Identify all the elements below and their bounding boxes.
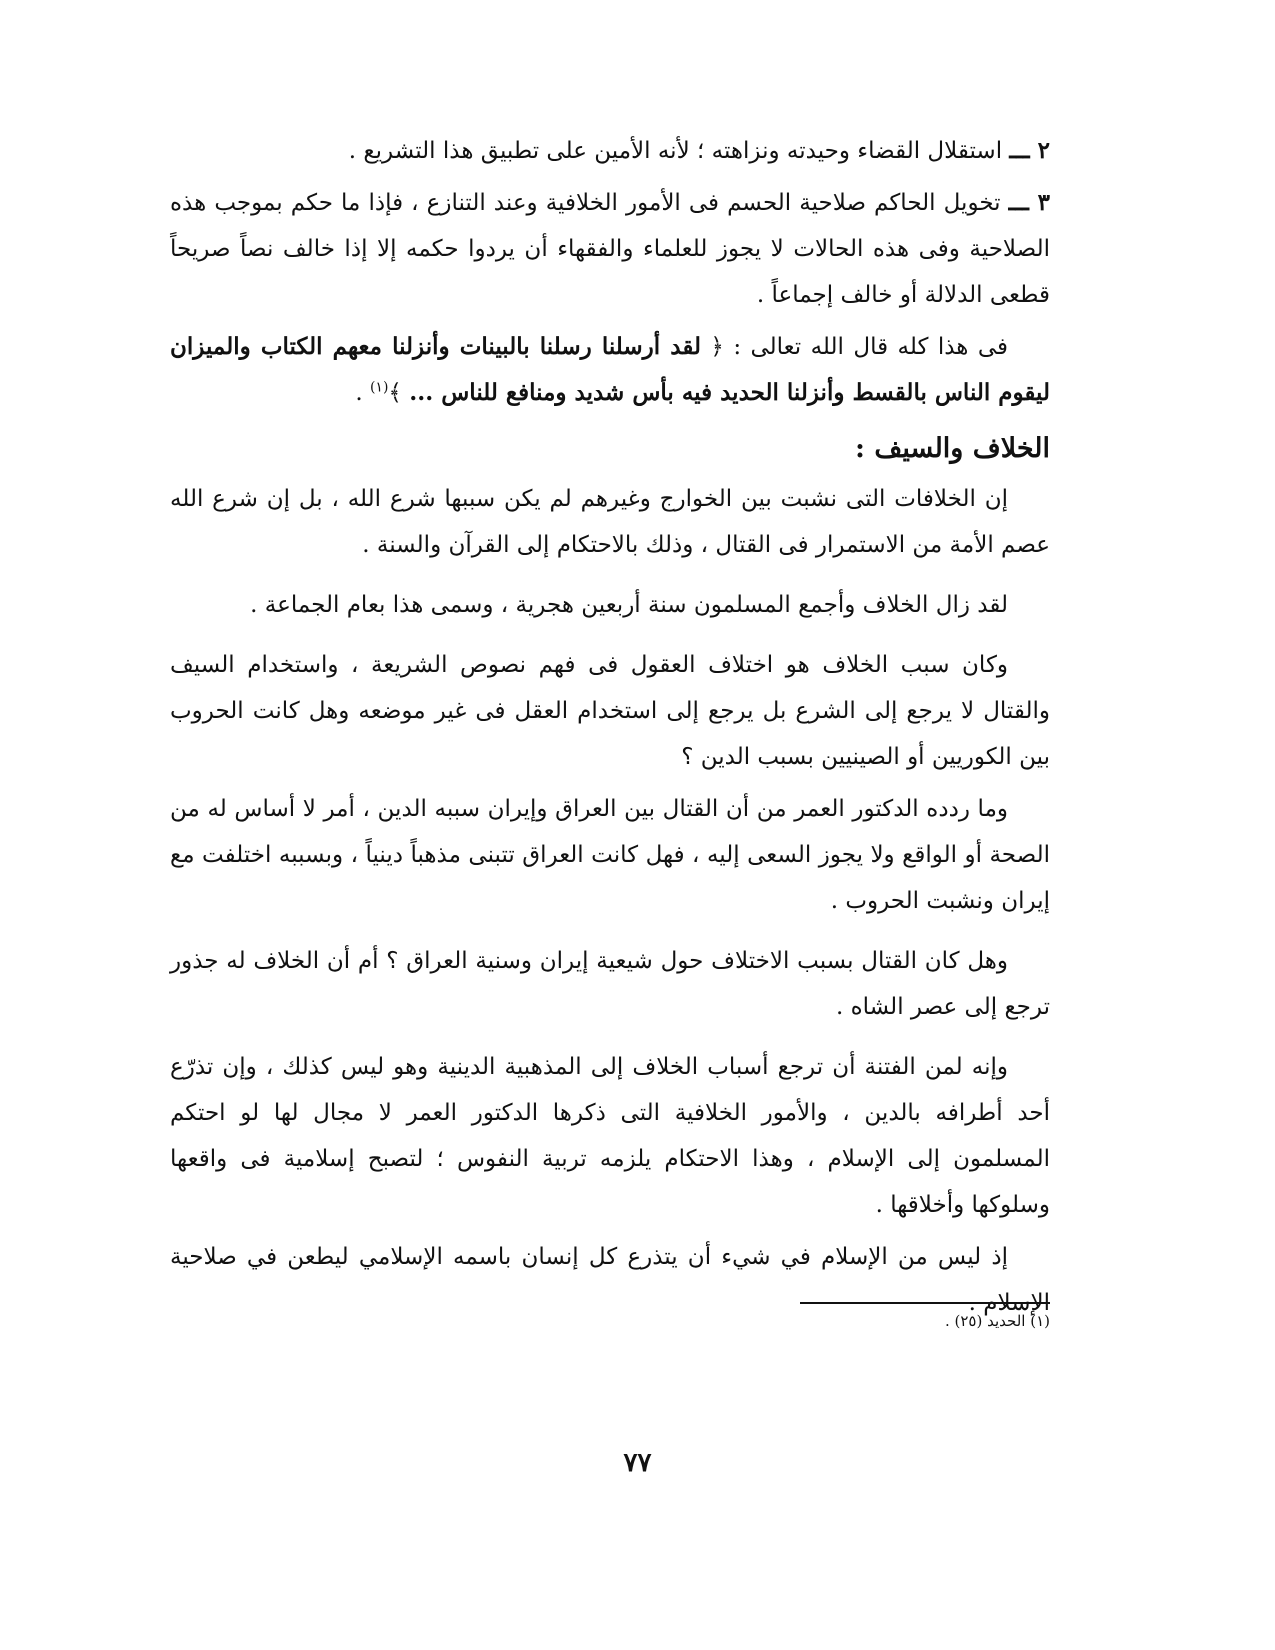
list-item-number: ٣ ـــ (1008, 189, 1050, 216)
quran-quote-paragraph (170, 324, 1050, 416)
quote-close-bracket: ﴾ (388, 380, 402, 406)
paragraph-4: وما ردده الدكتور العمر من أن القتال بين العراق وإيران سببه الدين ، أمر لا أساس له من الصحة أو الواقع ولا يجوز السعى إليه ، فهل كانت العراق تتبنى مذهباً دينياً ، وبسببه اختلفت مع إيران ونشبت الحروب . (170, 796, 1050, 914)
page-body (170, 128, 1050, 1326)
paragraph-7: إذ ليس من الإسلام في شيء أن يتذرع كل إنسان باسمه الإسلامي ليطعن في صلاحية الإسلام . (170, 1244, 1050, 1316)
list-item-number: ٢ ـــ (1009, 137, 1050, 164)
list-item-3 (170, 180, 1050, 318)
footnote-reference[interactable]: (١) (369, 379, 389, 396)
paragraph-5: وهل كان القتال بسبب الاختلاف حول شيعية إيران وسنية العراق ؟ أم أن الخلاف له جذور ترجع إلى عصر الشاه . (170, 948, 1050, 1020)
quote-text: لقد أرسلنا رسلنا بالبينات وأنزلنا معهم الكتاب والميزان ليقوم الناس بالقسط وأنزلنا الحديد فيه بأس شديد ومنافع للناس ... (170, 333, 1050, 406)
paragraph-6: وإنه لمن الفتنة أن ترجع أسباب الخلاف إلى المذهبية الدينية وهو ليس كذلك ، وإن تذرّع أحد أطرافه بالدين ، والأمور الخلافية التى ذكرها الدكتور العمر لا مجال لها لو احتكم المسلمون إلى الإسلام ، وهذا الاحتكام يلزمه تربية النفوس ؛ لتصبح إسلامية فى واقعها وسلوكها وأخلاقها . (170, 1054, 1050, 1218)
paragraph-1: إن الخلافات التى نشبت بين الخوارج وغيرهم لم يكن سببها شرع الله ، بل إن شرع الله عصم الأمة من الاستمرار فى القتال ، وذلك بالاحتكام إلى القرآن والسنة . (170, 486, 1050, 558)
list-item-text: استقلال القضاء وحيدته ونزاهته ؛ لأنه الأمين على تطبيق هذا التشريع . (348, 138, 1003, 164)
page-number: ٧٧ (623, 1448, 652, 1478)
quote-open-bracket: ﴿ (710, 334, 724, 360)
quote-end: . (355, 380, 363, 406)
footnote-section (800, 1302, 1050, 1332)
quote-lead: فى هذا كله قال الله تعالى : (733, 334, 1008, 360)
list-item-text: تخويل الحاكم صلاحية الحسم فى الأمور الخلافية وعند التنازع ، فإذا ما حكم بموجب هذه الصلاحية وفى هذه الحالات لا يجوز للعلماء والفقهاء أن يردوا حكمه إلا إذا خالف نصاً صريحاً قطعى الدلالة أو خالف إجماعاً . (170, 190, 1050, 308)
footnote-text: (١) الحديد (٢٥) . (944, 1312, 1050, 1330)
footnote-divider (800, 1302, 1050, 1304)
paragraph-3: وكان سبب الخلاف هو اختلاف العقول فى فهم نصوص الشريعة ، واستخدام السيف والقتال لا يرجع إلى الشرع بل يرجع إلى استخدام العقل فى غير موضعه وهل كانت الحروب بين الكوريين أو الصينيين بسبب الدين ؟ (170, 652, 1050, 770)
section-heading: الخلاف والسيف : (855, 433, 1050, 464)
paragraph-2: لقد زال الخلاف وأجمع المسلمون سنة أربعين هجرية ، وسمى هذا بعام الجماعة . (250, 592, 1008, 618)
list-item-2 (170, 128, 1050, 174)
